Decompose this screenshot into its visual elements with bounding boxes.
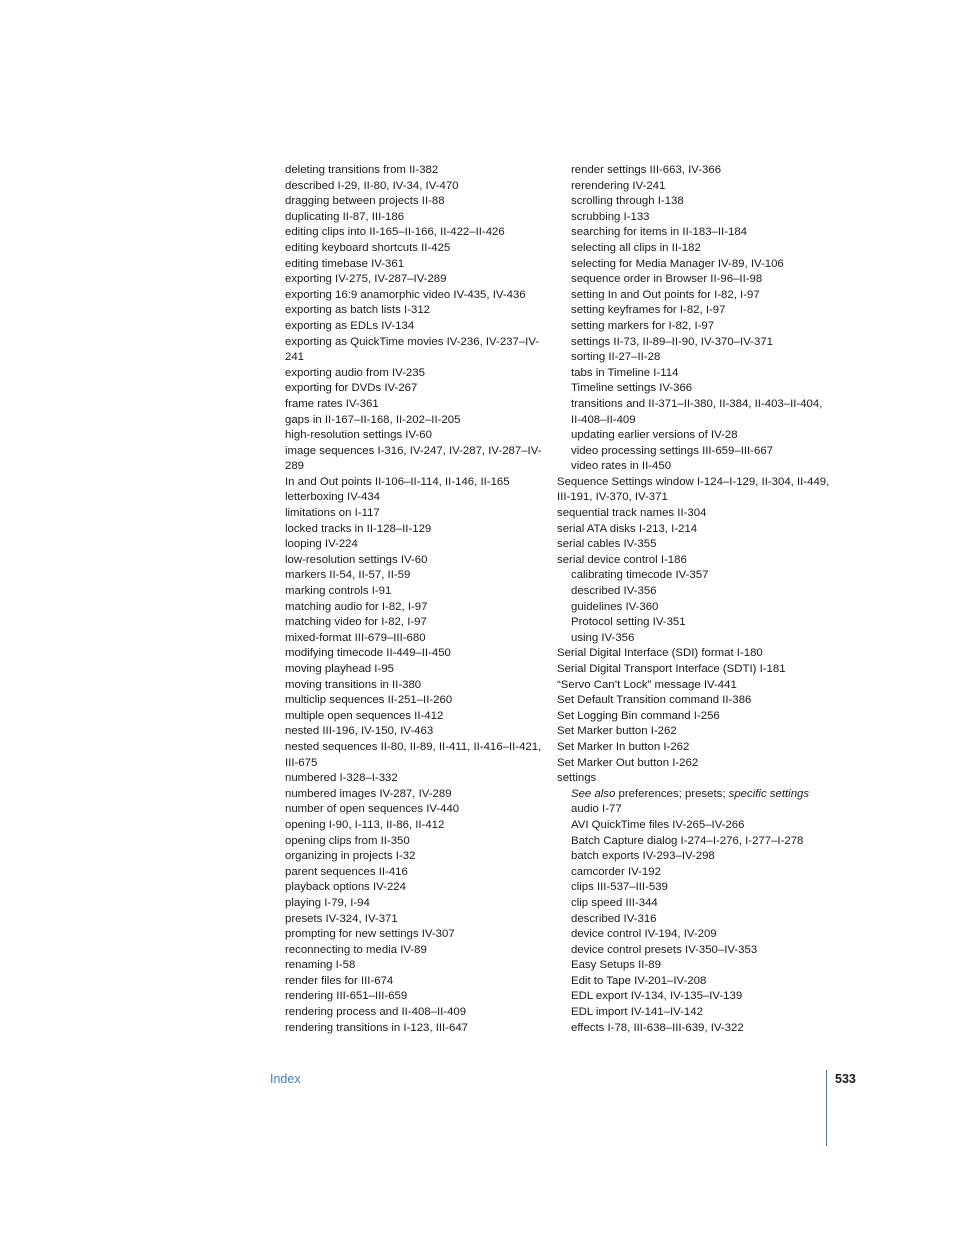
index-entry: limitations on I-117 xyxy=(285,507,380,520)
index-entry: exporting as batch lists I-312 xyxy=(285,304,430,317)
index-entry: matching audio for I-82, I-97 xyxy=(285,600,428,613)
index-entry: sequential track names II-304 xyxy=(557,507,707,520)
index-entry: playing I-79, I-94 xyxy=(285,896,370,909)
index-entry: scrubbing I-133 xyxy=(571,210,650,223)
index-entry: searching for items in II-183–II-184 xyxy=(571,226,748,239)
index-entry: audio I-77 xyxy=(571,803,622,816)
index-entry: exporting audio from IV-235 xyxy=(285,366,425,379)
index-entry: parent sequences II-416 xyxy=(285,865,408,878)
index-entry: transitions and II-371–II-380, II-384, II-403–II-404, II-408–II-409 xyxy=(571,397,823,426)
index-entry: dragging between projects II-88 xyxy=(285,195,445,208)
index-entry: serial ATA disks I-213, I-214 xyxy=(557,522,698,535)
index-entry: “Servo Can’t Lock” message IV-441 xyxy=(557,678,737,691)
index-entry: exporting IV-275, IV-287–IV-289 xyxy=(285,273,447,286)
index-entry: duplicating II-87, III-186 xyxy=(285,210,405,223)
index-entry: matching video for I-82, I-97 xyxy=(285,616,427,629)
index-entry: moving transitions in II-380 xyxy=(285,678,422,691)
index-entry: using IV-356 xyxy=(571,631,635,644)
index-entry: EDL export IV-134, IV-135–IV-139 xyxy=(571,990,743,1003)
index-entry: reconnecting to media IV-89 xyxy=(285,943,427,956)
index-entry: high-resolution settings IV-60 xyxy=(285,429,432,442)
index-entry: gaps in II-167–II-168, II-202–II-205 xyxy=(285,413,461,426)
index-entry: multiclip sequences II-251–II-260 xyxy=(285,694,453,707)
index-entry xyxy=(557,787,832,803)
index-entry: Set Logging Bin command I-256 xyxy=(557,709,720,722)
index-entry: Set Default Transition command II-386 xyxy=(557,694,752,707)
index-entry: numbered images IV-287, IV-289 xyxy=(285,787,452,800)
index-entry: multiple open sequences II-412 xyxy=(285,709,444,722)
index-entry: settings II-73, II-89–II-90, IV-370–IV-371 xyxy=(571,335,773,348)
index-entry: Set Marker In button I-262 xyxy=(557,740,690,753)
index-column-left xyxy=(285,163,547,1036)
index-entry: scrolling through I-138 xyxy=(571,195,684,208)
index-entry: tabs in Timeline I-114 xyxy=(571,366,679,379)
index-entry: marking controls I-91 xyxy=(285,585,392,598)
index-entry: moving playhead I-95 xyxy=(285,663,394,675)
index-entry: camcorder IV-192 xyxy=(571,865,661,878)
index-entry: described I-29, II-80, IV-34, IV-470 xyxy=(285,179,459,192)
see-also-italic-target: specific settings xyxy=(728,787,810,800)
index-entry: selecting all clips in II-182 xyxy=(571,241,701,254)
index-entry: EDL import IV-141–IV-142 xyxy=(571,1006,703,1019)
index-entry: Protocol setting IV-351 xyxy=(571,616,686,629)
index-entry: Batch Capture dialog I-274–I-276, I-277–I-278 xyxy=(571,834,804,847)
index-entry: opening I-90, I-113, II-86, II-412 xyxy=(285,818,445,831)
index-entry: image sequences I-316, IV-247, IV-287, IV-287–IV-289 xyxy=(285,444,542,473)
index-entry: render files for III-674 xyxy=(285,974,394,987)
index-entry: clip speed III-344 xyxy=(571,896,658,909)
index-entry: mixed-format III-679–III-680 xyxy=(285,631,426,644)
index-entry: Timeline settings IV-366 xyxy=(571,382,693,395)
index-entry: looping IV-224 xyxy=(285,538,358,551)
index-entry: Easy Setups II-89 xyxy=(571,959,661,972)
index-entry: playback options IV-224 xyxy=(285,881,406,894)
index-entry: exporting as EDLs IV-134 xyxy=(285,319,415,332)
index-entry: markers II-54, II-57, II-59 xyxy=(285,569,411,582)
index-entry: selecting for Media Manager IV-89, IV-106 xyxy=(571,257,784,270)
index-entry: modifying timecode II-449–II-450 xyxy=(285,647,451,660)
index-entry: render settings III-663, IV-366 xyxy=(571,164,722,176)
see-also-targets: preferences; presets; xyxy=(615,787,729,800)
index-entry: exporting 16:9 anamorphic video IV-435, IV-436 xyxy=(285,288,526,301)
index-entry: nested III-196, IV-150, IV-463 xyxy=(285,725,434,738)
index-entry: calibrating timecode IV-357 xyxy=(571,569,709,582)
page-number: 533 xyxy=(835,1072,856,1086)
index-entry: number of open sequences IV-440 xyxy=(285,803,460,816)
index-entry: sequence order in Browser II-96–II-98 xyxy=(571,273,763,286)
index-entry: letterboxing IV-434 xyxy=(285,491,380,504)
index-entry: device control presets IV-350–IV-353 xyxy=(571,943,758,956)
index-entry: video processing settings III-659–III-667 xyxy=(571,444,773,457)
index-entry: In and Out points II-106–II-114, II-146, II-165 xyxy=(285,475,510,488)
index-entry: serial device control I-186 xyxy=(557,553,687,566)
index-entry: described IV-356 xyxy=(571,585,657,598)
index-entry: device control IV-194, IV-209 xyxy=(571,928,717,941)
footer-divider xyxy=(826,1070,827,1146)
index-entry: updating earlier versions of IV-28 xyxy=(571,429,738,442)
index-entry: AVI QuickTime files IV-265–IV-266 xyxy=(571,818,745,831)
index-entry: Serial Digital Interface (SDI) format I-180 xyxy=(557,647,763,660)
index-entry: editing timebase IV-361 xyxy=(285,257,405,270)
index-entry: setting markers for I-82, I-97 xyxy=(571,319,715,332)
index-entry: exporting for DVDs IV-267 xyxy=(285,382,418,395)
index-column-right xyxy=(557,163,832,1036)
index-entry: rerendering IV-241 xyxy=(571,179,666,192)
index-entry: Set Marker button I-262 xyxy=(557,725,677,738)
index-entry: rendering transitions in I-123, III-647 xyxy=(285,1021,468,1034)
index-entry: described IV-316 xyxy=(571,912,657,925)
index-entry: frame rates IV-361 xyxy=(285,397,379,410)
index-entry: opening clips from II-350 xyxy=(285,834,410,847)
index-entry: deleting transitions from II-382 xyxy=(285,164,439,176)
index-entry: settings xyxy=(557,772,597,785)
index-entry: effects I-78, III-638–III-639, IV-322 xyxy=(571,1021,744,1034)
index-entry: renaming I-58 xyxy=(285,959,356,972)
index-entry: rendering III-651–III-659 xyxy=(285,990,408,1003)
index-entry: prompting for new settings IV-307 xyxy=(285,928,455,941)
index-entry: serial cables IV-355 xyxy=(557,538,657,551)
index-entry: Edit to Tape IV-201–IV-208 xyxy=(571,974,707,987)
index-entry: video rates in II-450 xyxy=(571,460,672,473)
index-entry: Set Marker Out button I-262 xyxy=(557,756,699,769)
index-entry: setting In and Out points for I-82, I-97 xyxy=(571,288,760,301)
index-entry: clips III-537–III-539 xyxy=(571,881,668,894)
index-entry: Sequence Settings window I-124–I-129, II-304, II-449, III-191, IV-370, IV-371 xyxy=(557,475,830,504)
index-entry: numbered I-328–I-332 xyxy=(285,772,398,785)
index-entry: editing clips into II-165–II-166, II-422–II-426 xyxy=(285,226,505,239)
index-entry: locked tracks in II-128–II-129 xyxy=(285,522,432,535)
index-entry: exporting as QuickTime movies IV-236, IV-237–IV-241 xyxy=(285,335,540,364)
see-also-label: See also xyxy=(571,787,616,800)
index-entry: rendering process and II-408–II-409 xyxy=(285,1006,467,1019)
index-entry: sorting II-27–II-28 xyxy=(571,351,661,364)
footer-section-label: Index xyxy=(270,1072,301,1086)
index-entry: organizing in projects I-32 xyxy=(285,850,416,863)
index-entry: editing keyboard shortcuts II-425 xyxy=(285,241,451,254)
index-entry: nested sequences II-80, II-89, II-411, II-416–II-421, III-675 xyxy=(285,740,542,769)
index-entry: batch exports IV-293–IV-298 xyxy=(571,850,715,863)
index-entry: guidelines IV-360 xyxy=(571,600,659,613)
index-entry: low-resolution settings IV-60 xyxy=(285,553,428,566)
index-entry: setting keyframes for I-82, I-97 xyxy=(571,304,726,317)
index-entry: Serial Digital Transport Interface (SDTI) I-181 xyxy=(557,663,786,675)
index-entry: presets IV-324, IV-371 xyxy=(285,912,398,925)
